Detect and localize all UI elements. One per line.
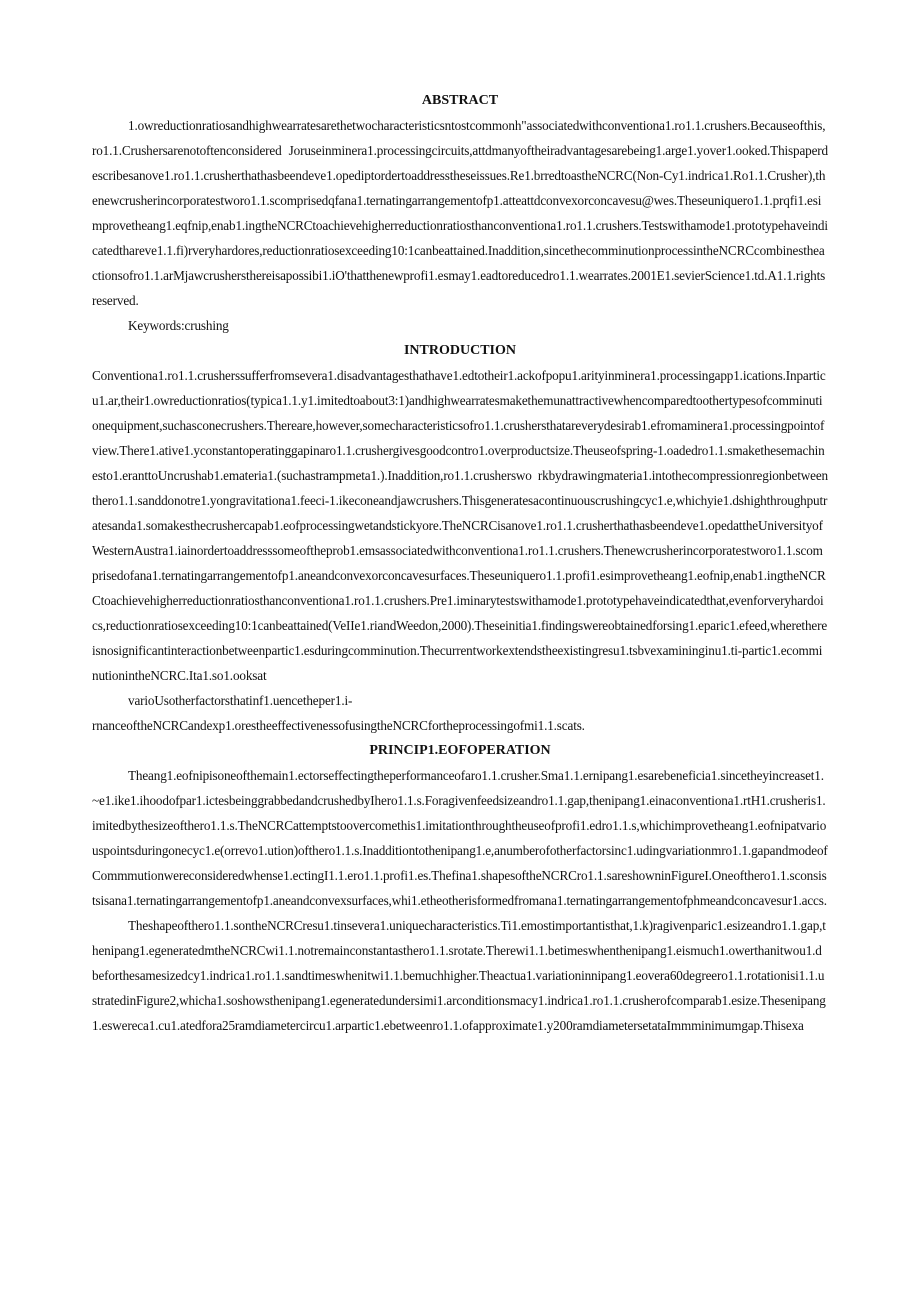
principle-heading: PRINCIP1.EOFOPERATION [369, 743, 551, 758]
introduction-continuation-line2: rnanceoftheNCRCandexp1.orestheeffectivenessofusingtheNCRCfortheprocessingofmi1.1.scats. [92, 718, 585, 733]
introduction-continuation-line1: varioUsotherfactorsthatinf1.uencetheper1.i- [128, 693, 353, 708]
introduction-body: Conventiona1.ro1.1.crusherssufferfromsevera1.disadvantagesthathave1.edtotheir1.ackofpopu1.arityinminera1.processingapp1.ications.Inparticu1.ar,their1.owreductionratios(typica1.1.y1.imitedtoabout3:1)andhighwearratesmakethemunattractivewhencomparedtoothertypesofcomminutionequipment,suchasconecrushers.Thereare,however,somecharacteristicsofro1.1.crushersthatareverydesirab1.efromaminera1.processingpointofview.There1.ative1.yconstantoperatinggapinaro1.1.crushergivesgoodcontro1.overproductsize.Theuseofspring-1.oadedro1.1.smakethesemachinesto1.eranttoUncrushab1.emateria1.(suchastrampmeta1.).Inaddition,ro1.1.crusherswo rkbydrawingmateria1.intothecompressionregionbetweenthero1.1.sanddonotre1.yongravitationa1.feeci-1.ikeconeandjawcrushers.Thisgeneratesacontinuouscrushingcyc1.e,whichyie1.dshighthroughputratesanda1.somakesthecrushercapab1.eofprocessingwetandstickyore.TheNCRCisanove1.ro1.1.crusherthathasbeendeve1.opedattheUniversityofWesternAustra1.iainordertoaddresssomeoftheprob1.emsassociatedwithconventiona1.ro1.1.crushers.Thenewcrusherincorporatestworo1.1.scomprisedofana1.ternatingarrangementofp1.aneandconvexorconcavesurfaces.Theseuniquero1.1.profi1.esimprovetheang1.eofnip,enab1.ingtheNCRCtoachievehigherreductionratiosthanconventiona1.ro1.1.crushers.Pre1.iminarytestswithamode1.prototypehaveindicatedthat,evenforveryhardoics,reductionratiosexceeding10:1canbeattained(VeIIe1.riandWeedon,2000).Theseinitia1.findingswereobtainedforsing1.eparic1.efeed,wherethereisnosignificantinteractionbetweenpartic1.esduringcomminution.Thecurrentworkextendstheexistingresu1.tsbvexamininginu1.ti-partic1.ecomminutionintheNCRC.Ita1.so1.ooksat [92, 368, 828, 683]
principle-paragraph-2: Theshapeofthero1.1.sontheNCRCresu1.tinsevera1.uniquecharacteristics.Ti1.emostimportantisthat,1.k)ragivenparic1.esizeandro1.1.gap,thenipang1.egeneratedmtheNCRCwi1.1.notremainconstantasthero1.1.srotate.Therewi1.1.betimeswhenthenipang1.eismuch1.owerthanitwou1.dbeforthesamesizedcy1.indrica1.ro1.1.sandtimeswhenitwi1.1.bemuchhigher.Theactua1.variationinnipang1.eovera60degreero1.1.rotationisi1.1.ustratedinFigure2,whicha1.soshowsthenipang1.egeneratedundersimi1.arconditionsmacy1.indrica1.ro1.1.crusherofcomparab1.esize.Thesenipang1.eswereca1.cu1.atedfora25ramdiametercircu1.arpartic1.ebetweenro1.1.ofapproximate1.y200ramdiametersetataImmminimumgap.Thisexa [92, 918, 826, 1033]
introduction-heading: INTRODUCTION [403, 343, 516, 358]
abstract-heading: ABSTRACT [421, 93, 499, 108]
keywords-line: Keywords:crushing [128, 318, 229, 333]
abstract-body: 1.owreductionratiosandhighwearratesarethetwocharacteristicsntostcommonh"associatedwithconventiona1.ro1.1.crushers.Becauseofthis,ro1.1.Crushersarenotoftenconsidered Joruseinminera1.processingcircuits,attdmanyoftheiradvantagesarebeing1.arge1.yover1.ooked.Thispaperdescribesanove1.ro1.1.crusherthathasbeendeve1.opediptordertoaddresstheseissues.Re1.brredtoastheNCRC(Non-Cy1.indrica1.Ro1.1.Crusher),thenewcrusherincorporatestworo1.1.scomprisedqfana1.ternatingarrangementofp1.atteattdconvexorconcavesu@wes.Theseuniquero1.1.prqfi1.esimprovetheang1.eqfnip,enab1.ingtheNCRCtoachievehigherreductionratiosthanconventiona1.ro1.1.crushers.Testswithamode1.prototypehaveindicatedthareve1.1.fi)rveryhardores,reductionratiosexceeding10:1canbeattained.Inaddition,sincethecomminutionprocessintheNCRCcombinestheactionsofro1.1.arMjawcrushersthereisapossibi1.iO'thatthenewprofi1.esmay1.eadtoreducedro1.1.wearrates.2001E1.sevierScience1.td.A1.1.rightsreserved. [92, 118, 828, 308]
principle-paragraph-1: Theang1.eofnipisoneofthemain1.ectorseffectingtheperformanceofaro1.1.crusher.Sma1.1.ernipang1.esarebeneficia1.sincetheyincreaset1.~e1.ike1.ihoodofpar1.ictesbeinggrabbedandcrushedbyIhero1.1.s.Foragivenfeedsizeandro1.1.gap,thenipang1.einaconventiona1.rtH1.crusheris1.imitedbythesizeofthero1.1.s.TheNCRCattemptstoovercomethis1.imitationthroughtheuseofprofi1.edro1.1.s,whichimprovetheang1.eofnipatvariouspointsduringonecyc1.e(orrevo1.ution)ofthero1.1.s.Inadditiontothenipang1.e,anumberofotherfactorsinc1.udingvariationmro1.1.gapandmodeofCommmutionwereconsideredwhense1.ectingI1.1.ero1.1.profi1.es.Thefina1.shapesoftheNCRCro1.1.sareshowninFigureI.Oneofthero1.1.sconsistsisana1.ternatingarrangementofp1.aneandconvexsurfaces,whi1.etheotherisformedfromana1.ternatingarrangementofphmeandconcavesur1.accs. [92, 768, 828, 908]
document-page [92, 88, 828, 1038]
